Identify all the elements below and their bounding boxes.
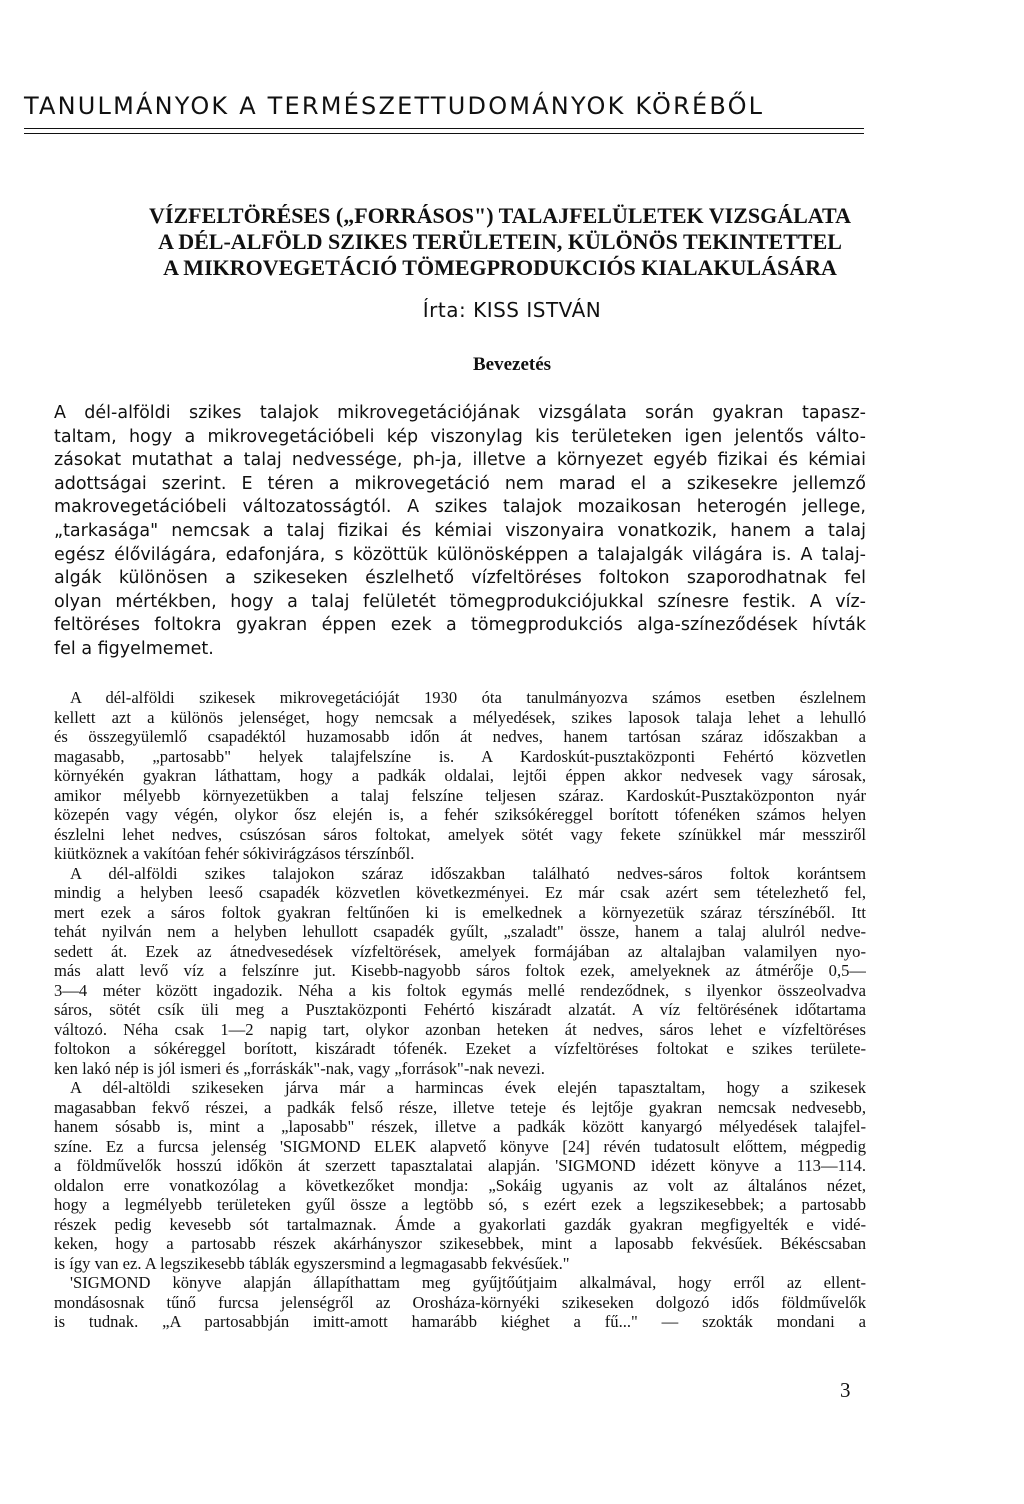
- text-line: amikor mélyebb környezetükben a talaj felszíne teljesen száraz. Kardoskút-Pusztaközponton nyár: [54, 785, 866, 805]
- text-line: „tarkasága" nemcsak a talaj fizikai és kémiai viszonyaira vonatkozik, hanem a talaj: [54, 520, 866, 541]
- author-byline: Írta: KISS ISTVÁN: [422, 298, 602, 322]
- paragraph: [54, 688, 866, 864]
- text-line: adottságai szerint. E téren a mikrovegetáció nem marad el a szikesekre jellemző: [54, 473, 866, 494]
- text-line: kellett azt a különös jelenséget, hogy nemcsak a mélyedések, szikes laposok talaja lehet a lehulló: [54, 707, 866, 727]
- text-line: a földművelők hosszú időkön át szerzett tapasztalatai alapján. 'SIGMOND idézett könyve a 113—114.: [54, 1156, 866, 1175]
- text-line: fel a figyelmemet.: [54, 638, 214, 659]
- text-line: más alatt levő víz a felszínre jut. Kisebb-nagyobb sáros foltok ezek, amelyeknek az átmérője 0,5—: [54, 961, 866, 980]
- text-line: magasabb, „partosabb" helyek talajfelszíne is. A Kardoskút-pusztaközponti Fehértó közvetlen: [54, 746, 866, 766]
- text-line: ken lakó nép is jól ismeri és „forráskák"-nak, vagy „források"-nak nevezi.: [54, 1058, 545, 1078]
- text-line: hogy a legmélyebb területeken gyűl össze a legtöbb só, s ezért ezek a legszikesebbek; a partosabb: [54, 1195, 866, 1214]
- text-line: sedett át. Ezek az átnedvesedések vízfeltörések, amelyek formájában az altalajban valamilyen nyo-: [54, 941, 866, 961]
- text-line: változó. Néha csak 1—2 napig tart, olykor azonban heteken át nedves, sáros lehet e vízfeltöréses: [54, 1019, 866, 1039]
- text-line: algák különösen a szikeseken észlelhető vízfeltöréses foltokon szaporodhatnak fel: [54, 568, 866, 589]
- lead-paragraph: [54, 402, 866, 662]
- text-line: mert ezek a sáros foltok gyakran feltűnően ki is emelkednek a környezetük száraz térszínéből. Itt: [54, 902, 866, 922]
- paragraph: [54, 864, 866, 1079]
- paragraph: [54, 1273, 866, 1332]
- text-line: olyan mértékben, hogy a talaj felületét tömegprodukciójukkal színesre festik. A víz-: [54, 591, 866, 612]
- title-line: A DÉL-ALFÖLD SZIKES TERÜLETEIN, KÜLÖNÖS TEKINTETTEL: [158, 229, 842, 254]
- body-text: [54, 688, 866, 1332]
- text-line: mindig a helyben leeső csapadék közvetlen következményei. Ez már csak azért sem tételezhető fel,: [54, 883, 866, 902]
- text-line: foltokon a sókéreggel borított, kiszáradt tófenék. Ezeket a vízfeltöréses foltokat e szikes területe-: [54, 1039, 866, 1058]
- text-line: tehát nyilván nem a helyben lehullott csapadék gyűlt, „szaladt" össze, hanem a talaj alulról nedve-: [54, 922, 866, 941]
- text-line: egész élővilágára, edafonjára, s közöttük különösképpen a talajalgák világára is. A talaj-: [54, 544, 866, 565]
- paragraph: [54, 1078, 866, 1273]
- text-line: A dél-alföldi szikes talajokon száraz időszakban található nedves-sáros foltok korántsem: [70, 863, 866, 883]
- text-line: mondásosnak tűnő furcsa jelenségről az Orosháza-környéki szikeseken dolgozó idős földművelők: [54, 1292, 866, 1312]
- text-line: 'SIGMOND könyve alapján állapíthattam meg gyűjtőútjaim alkalmával, hogy erről az ellent-: [70, 1273, 866, 1292]
- text-line: A dél-alföldi szikesek mikrovegetációját 1930 óta tanulmányozva számos esetben észlelnem: [70, 688, 866, 707]
- text-line: feltöréses foltokra gyakran éppen ezek a tömegprodukciós alga-színeződések hívták: [54, 615, 866, 636]
- text-line: környékén gyakran láthattam, hogy a padkák oldalai, lejtői éppen akkor nedvesek vagy sárosak,: [54, 766, 866, 785]
- text-line: és összegyülemlő csapadéktól huzamosabb időn át nedves, hanem tartósan száraz időszakban a: [54, 727, 866, 746]
- text-line: is így van ez. A legszikesebb táblák egyszersmind a legmagasabb fekvésűek.": [54, 1253, 570, 1273]
- text-line: hanem sósabb is, mint a „laposabb" részek, illetve a padkák között kanyargó mélyedések talajfel-: [54, 1117, 866, 1136]
- text-line: A dél-alföldi szikes talajok mikrovegetációjának vizsgálata során gyakran tapasz-: [54, 403, 866, 423]
- text-line: A dél-altöldi szikeseken járva már a harmincas évek elején tapasztaltam, hogy a szikesek: [70, 1078, 866, 1097]
- text-line: közepén vagy végén, olykor ősz elején is, a fehér sziksókéreggel borított tófenéken számos helyen: [54, 805, 866, 824]
- text-line: keken, hogy a partosabb részek akárhányszor szikesebbek, mint a laposabb fekvésűek. Békéscsaban: [54, 1234, 866, 1253]
- header-rule: [24, 128, 864, 129]
- text-line: színe. Ez a furcsa jelenség 'SIGMOND ELEK alapvető könyve [24] révén tudatosult előttem, mégpedig: [54, 1136, 866, 1156]
- section-heading: Bevezetés: [472, 354, 552, 375]
- text-line: részek pedig kevesebb sót tartalmaznak. Ámde a gyakorlati gazdák gyakran megfigyelték e vidé-: [54, 1214, 866, 1234]
- title-line: A MIKROVEGETÁCIÓ TÖMEGPRODUKCIÓS KIALAKULÁSÁRA: [163, 255, 837, 280]
- text-line: kiütköznek a vakítóan fehér sókivirágzásos térszínből.: [54, 844, 415, 863]
- page-number: 3: [840, 1378, 851, 1402]
- text-line: zásokat mutathat a talaj nedvessége, ph-ja, illetve a környezet egyéb fizikai és kémiai: [54, 450, 866, 471]
- text-line: 3—4 méter között ingadozik. Néha a kis foltok egymás mellé rendeződnek, s ilyenkor összeolvadva: [54, 980, 866, 1000]
- text-line: makrovegetációbeli változatosságtól. A szikes talajok mozaikosan heterogén jellege,: [54, 497, 866, 518]
- text-line: észlelni lehet nedves, csúszósan sáros foltokat, amelyek sötét vagy fekete színükkel már messziről: [54, 824, 866, 844]
- text-line: oldalon erre vonatkozólag a következőket mondja: „Sokáig ugyanis az volt az általános nézet,: [54, 1175, 866, 1195]
- running-head: TANULMÁNYOK A TERMÉSZETTUDOMÁNYOK KÖRÉBŐL: [24, 92, 765, 120]
- article-title: [40, 203, 960, 281]
- text-line: taltam, hogy a mikrovegetációbeli kép viszonylag kis területeken igen jelentős válto-: [54, 426, 866, 447]
- title-line: VÍZFELTÖRÉSES („FORRÁSOS") TALAJFELÜLETEK VIZSGÁLATA: [149, 203, 851, 228]
- header-rule-double: [24, 133, 864, 134]
- text-line: is tudnak. „A partosabbján imitt-amott hamarább kiéghet a fű..." — szokták mondani a: [54, 1312, 866, 1331]
- text-line: magasabban fekvő részei, a padkák felső része, illetve teteje és lejtője gyakran nemcsak nedvesebb,: [54, 1097, 866, 1117]
- text-line: sáros, sötét csík üli meg a Pusztaközponti Fehértó kiszáradt alzatát. A víz feltörésének időtartama: [54, 1000, 866, 1019]
